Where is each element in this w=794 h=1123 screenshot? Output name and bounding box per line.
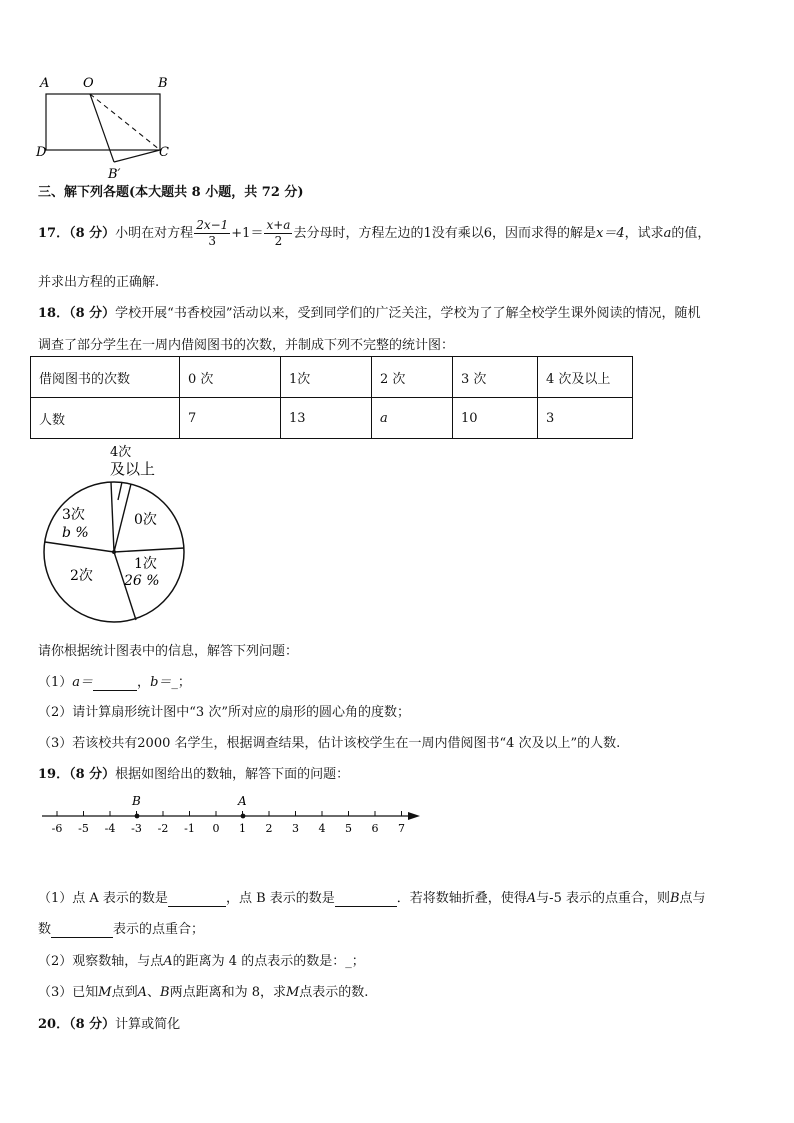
q18-sub1-end: _； <box>171 675 191 690</box>
q19-sub3-i: 点表示的数. <box>299 985 369 1000</box>
axis-tick-label: -3 <box>131 822 142 835</box>
rectangle-abcd <box>46 94 160 150</box>
q18-sub1-comma: ， <box>137 675 151 690</box>
q19-sub3-c: 点到 <box>111 985 138 1000</box>
q19-sub2-b: A <box>163 954 173 969</box>
q19-number: 19．（8 分） <box>38 767 116 782</box>
q18-sub1-num: （1） <box>38 675 73 690</box>
pie-center <box>112 550 116 554</box>
q17-text3: ，试求 <box>624 226 664 241</box>
point-A-marker <box>241 814 246 819</box>
axis-tick-label: 3 <box>292 822 299 835</box>
q17-number: 17．（8 分） <box>38 226 116 241</box>
answer-blank-pointA[interactable] <box>168 891 226 907</box>
table-cell: 7 <box>180 398 281 439</box>
q19-sub1-e: 与-5 表示的点重合，则 <box>536 891 670 906</box>
fold-figure <box>30 72 190 184</box>
pie-label-4plus-a: 4次 <box>110 445 132 460</box>
table-cell: 3 <box>538 398 633 439</box>
pie-divider-4plus-right <box>114 484 131 552</box>
q19-sub1-g: 点与 <box>679 891 706 906</box>
axis-tick-label: -2 <box>157 822 169 835</box>
q20-text: 计算或简化 <box>115 1017 181 1032</box>
table-cell: 13 <box>281 398 372 439</box>
q18-sub1-a: a＝ <box>72 675 94 690</box>
section-heading: 三、解下列各题(本大题共 8 小题，共 72 分) <box>38 185 304 200</box>
point-B-marker <box>135 814 140 819</box>
q18-number: 18．（8 分） <box>38 306 116 321</box>
q17-x-eq: x＝4 <box>595 226 625 241</box>
q19-sub3 <box>38 981 368 1000</box>
axis-tick-label: -4 <box>104 822 116 835</box>
q18-sub2: （2）请计算扇形统计图中“3 次”所对应的扇形的圆心角的度数； <box>38 705 410 720</box>
pie-divider-0-1 <box>114 548 184 552</box>
q19-sub1-i: 表示的点重合； <box>113 922 205 937</box>
q19-sub2-a: （2）观察数轴，与点 <box>38 954 164 969</box>
axis-tick-label: -5 <box>78 822 89 835</box>
pie-label-4plus-b: 及以上 <box>110 460 156 478</box>
q18-sub3: （3）若该校共有2000 名学生，根据调查结果，估计该校学生在一周内借阅图书“4 次及以上”的人数. <box>38 736 621 751</box>
table-cell: 2 次 <box>372 357 453 398</box>
segment-b-prime-c <box>114 150 160 162</box>
segment-ob-prime <box>90 94 114 162</box>
q19-sub1-d: A <box>526 891 537 906</box>
q19-sub3-a: （3）已知 <box>38 985 99 1000</box>
table-row <box>31 398 633 439</box>
axis-tick-label: 7 <box>398 822 405 835</box>
answer-blank-a[interactable] <box>93 675 137 691</box>
answer-blank-pointB[interactable] <box>335 891 397 907</box>
borrow-table <box>30 356 633 439</box>
table-cell: 人数 <box>31 398 180 439</box>
q20-line <box>38 1013 180 1032</box>
table-cell: 3 次 <box>453 357 538 398</box>
q18-line1 <box>38 302 700 321</box>
pie-leader-4plus <box>118 482 122 500</box>
table-cell: 4 次及以上 <box>538 357 633 398</box>
q19-sub1-b: ，点 B 表示的数是 <box>225 891 335 906</box>
label-B: B <box>158 76 168 91</box>
axis-arrow <box>408 812 420 820</box>
axis-tick-label: 5 <box>345 822 352 835</box>
point-B-label: B <box>132 794 141 808</box>
q19-sub3-f: B <box>160 985 170 1000</box>
label-A: A <box>40 76 50 91</box>
pie-divider-2-3 <box>45 542 114 552</box>
q17-text4: 的值， <box>671 226 711 241</box>
table-row <box>31 357 633 398</box>
q19-line1 <box>38 763 349 782</box>
pie-label-3b: b % <box>62 525 89 541</box>
q18-sub1 <box>38 671 191 691</box>
point-A-label: A <box>238 794 247 808</box>
q17-frac2-num: x+a <box>266 218 291 232</box>
q17-text1: 小明在对方程 <box>115 226 194 241</box>
q17-mid: +1＝ <box>231 226 264 241</box>
number-line <box>40 792 430 838</box>
q19-sub2 <box>38 950 365 969</box>
table-cell: 借阅图书的次数 <box>31 357 180 398</box>
q17-frac1-num: 2x−1 <box>196 218 229 232</box>
q18-prompt: 请你根据统计图表中的信息，解答下列问题： <box>38 644 299 659</box>
q17-line2: 并求出方程的正确解. <box>38 275 160 290</box>
pie-label-0: 0次 <box>134 512 157 528</box>
answer-blank-fold[interactable] <box>51 922 113 938</box>
label-O: O <box>83 76 94 91</box>
q17-fraction1 <box>194 218 230 249</box>
q18-sub1-b: b＝ <box>150 675 172 690</box>
axis-tick-label: -6 <box>51 822 63 835</box>
table-cell: a <box>372 398 453 439</box>
label-D: D <box>36 145 47 160</box>
axis-tick-label: 2 <box>265 822 273 835</box>
q19-sub1-f: B <box>669 891 680 906</box>
table-cell: 10 <box>453 398 538 439</box>
q19-sub2-c: 的距离为 4 的点表示的数是：_； <box>172 954 365 969</box>
table-cell: 1次 <box>281 357 372 398</box>
axis-tick-label: -1 <box>184 822 195 835</box>
q19-sub1-line1 <box>38 887 706 907</box>
axis-tick-label: 6 <box>371 822 379 835</box>
table-cell: 0 次 <box>180 357 281 398</box>
pie-label-1b: 26 % <box>124 573 160 589</box>
axis-tick-label: 4 <box>318 822 326 835</box>
q18-line2: 调查了部分学生在一周内借阅图书的次数，并制成下列不完整的统计图： <box>38 338 455 353</box>
label-C: C <box>159 145 169 160</box>
q19-sub3-g: 两点距离和为 8，求 <box>169 985 286 1000</box>
q19-sub1-line2 <box>38 918 204 938</box>
label-B-prime: B′ <box>108 167 121 182</box>
q17-frac2-den: 2 <box>274 234 283 248</box>
q19-sub3-h: M <box>285 985 300 1000</box>
question-17 <box>38 218 710 249</box>
pie-chart <box>36 442 196 628</box>
q19-sub3-b: M <box>98 985 112 1000</box>
q19-text: 根据如图给出的数轴，解答下面的问题： <box>115 767 350 782</box>
q20-number: 20．（8 分） <box>38 1017 116 1032</box>
pie-divider-4plus-left <box>111 482 114 552</box>
q19-sub3-d: A <box>137 985 147 1000</box>
q19-sub1-h: 数 <box>38 922 52 937</box>
axis-tick-label: 0 <box>212 822 220 835</box>
q19-sub1-c: ．若将数轴折叠，使得 <box>396 891 527 906</box>
q17-a-var: a <box>663 226 672 241</box>
axis-tick-label: 1 <box>239 822 246 835</box>
q17-text2: 去分母时，方程左边的1没有乘以6，因而求得的解是 <box>293 226 596 241</box>
q17-frac1-den: 3 <box>208 234 217 248</box>
q19-sub1-a: （1）点 A 表示的数是 <box>38 891 168 906</box>
pie-label-3a: 3次 <box>62 507 85 523</box>
pie-label-2: 2次 <box>70 568 93 584</box>
q17-fraction2 <box>264 218 292 249</box>
q19-sub3-e: 、 <box>147 985 161 1000</box>
q18-text1: 学校开展“书香校园”活动以来，受到同学们的广泛关注，学校为了了解全校学生课外阅读的情况，随机 <box>115 306 701 321</box>
pie-label-1a: 1次 <box>134 556 157 572</box>
